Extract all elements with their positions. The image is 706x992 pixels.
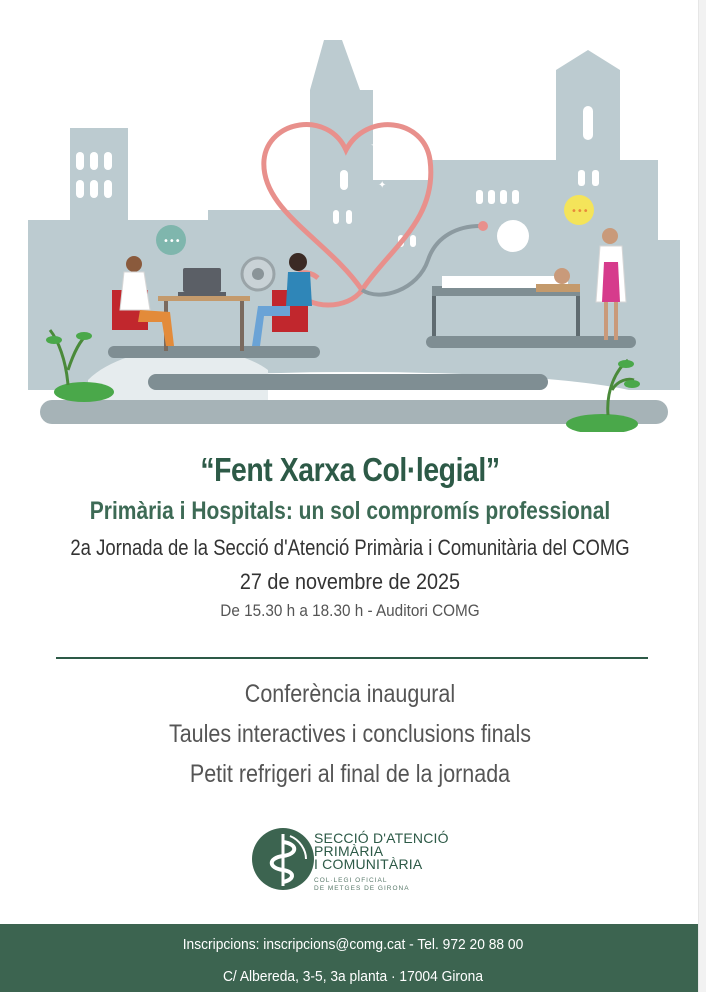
page-edge: [698, 0, 706, 992]
event-title: “Fent Xarxa Col·legial”: [200, 451, 500, 488]
event-date: 27 de novembre de 2025: [239, 569, 461, 594]
svg-text:✦: ✦: [370, 138, 382, 154]
comg-section-logo: [250, 826, 470, 900]
svg-text:•••: •••: [163, 236, 181, 247]
city-healthcare-illustration: [28, 40, 680, 432]
logo-small-2: DE METGES DE GIRONA: [314, 885, 410, 892]
program-item: Petit refrigeri al final de la jornada: [189, 760, 511, 788]
event-edition: 2a Jornada de la Secció d'Atenció Primària i Comunitària del COMG: [70, 535, 630, 560]
program-list: [0, 674, 700, 794]
event-header: [0, 450, 700, 622]
program-item: Taules interactives i conclusions finals: [168, 720, 532, 748]
logo-text: [314, 832, 449, 893]
event-subtitle: Primària i Hospitals: un sol compromís professional: [89, 497, 611, 525]
logo-line-1: SECCIÓ D'ATENCIÓ: [314, 830, 449, 846]
logo-line-3: I COMUNITÀRIA: [314, 856, 423, 872]
event-time-place: De 15.30 h a 18.30 h - Auditori COMG: [220, 601, 480, 620]
logo-small-1: COL·LEGI OFICIAL: [314, 877, 388, 884]
svg-text:✦: ✦: [378, 180, 387, 191]
divider: [56, 657, 648, 659]
footer-contact: [0, 924, 706, 992]
svg-text:•••: •••: [571, 206, 589, 217]
caduceus-logo-icon: [250, 826, 316, 892]
logo-line-2: PRIMÀRIA: [314, 843, 384, 859]
footer-address: C/ Albereda, 3-5, 3a planta · 17004 Girona: [222, 968, 484, 985]
program-item: Conferència inaugural: [244, 680, 456, 708]
footer-registration: Inscripcions: inscripcions@comg.cat - Tel. 972 20 88 00: [182, 936, 524, 953]
